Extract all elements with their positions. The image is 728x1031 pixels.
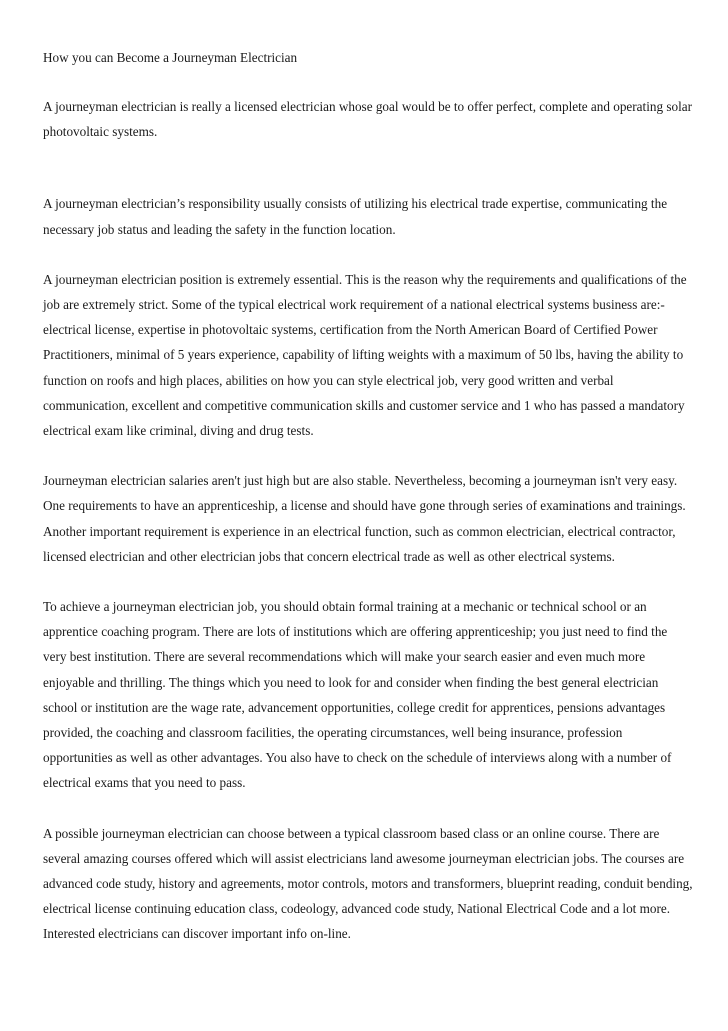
document-page xyxy=(43,48,693,972)
document-title: How you can Become a Journeyman Electrician xyxy=(43,50,298,65)
paragraph-requirements: A journeyman electrician position is extremely essential. This is the reason why the requirements and qualifications of the job are extremely strict. Some of the typical electrical work requirement of a national electrical systems business are:- electrical license, expertise in photovoltaic systems, certification from the North American Board of Certified Power Practitioners, minimal of 5 years experience, capability of lifting weights with a maximum of 50 lbs, having the ability to function on roofs and high places, abilities on how you can style electrical job, very good written and verbal communication, excellent and competitive communication skills and customer service and 1 who has passed a mandatory electrical exam like criminal, diving and drug tests. xyxy=(43,271,687,439)
paragraph-responsibility: A journeyman electrician’s responsibility usually consists of utilizing his electrical trade expertise, communicating the necessary job status and leading the safety in the function location. xyxy=(43,196,668,237)
paragraph-salaries: Journeyman electrician salaries aren't just high but are also stable. Nevertheless, becoming a journeyman isn't very easy. One requirements to have an apprenticeship, a license and should have gone through series of examinations and trainings. Another important requirement is experience in an electrical function, such as common electrician, electrical contractor, licensed electrician and other electrician jobs that concern electrical trade as well as other electrical systems. xyxy=(43,473,686,564)
paragraph-training: To achieve a journeyman electrician job, you should obtain formal training at a mechanic or technical school or an apprentice coaching program. There are lots of institutions which are offering apprenticeship; you just need to find the very best institution. There are several recommendations which will make your search easier and even much more enjoyable and thrilling. The things which you need to look for and consider when finding the best general electrician school or institution are the wage rate, advancement opportunities, college credit for apprentices, pensions advantages provided, the coaching and classroom facilities, the operating circumstances, well being insurance, profession opportunities as well as other advantages. You also have to check on the schedule of interviews along with a number of electrical exams that you need to pass. xyxy=(43,599,672,791)
paragraph-courses: A possible journeyman electrician can choose between a typical classroom based class or an online course. There are several amazing courses offered which will assist electricians land awesome journeyman electrician jobs. The courses are advanced code study, history and agreements, motor controls, motors and transformers, blueprint reading, conduit bending, electrical license continuing education class, codeology, advanced code study, National Electrical Code and a lot more. Interested electricians can discover important info on-line. xyxy=(43,825,693,942)
paragraph-intro: A journeyman electrician is really a licensed electrician whose goal would be to offer perfect, complete and operating solar photovoltaic systems. xyxy=(43,99,692,140)
